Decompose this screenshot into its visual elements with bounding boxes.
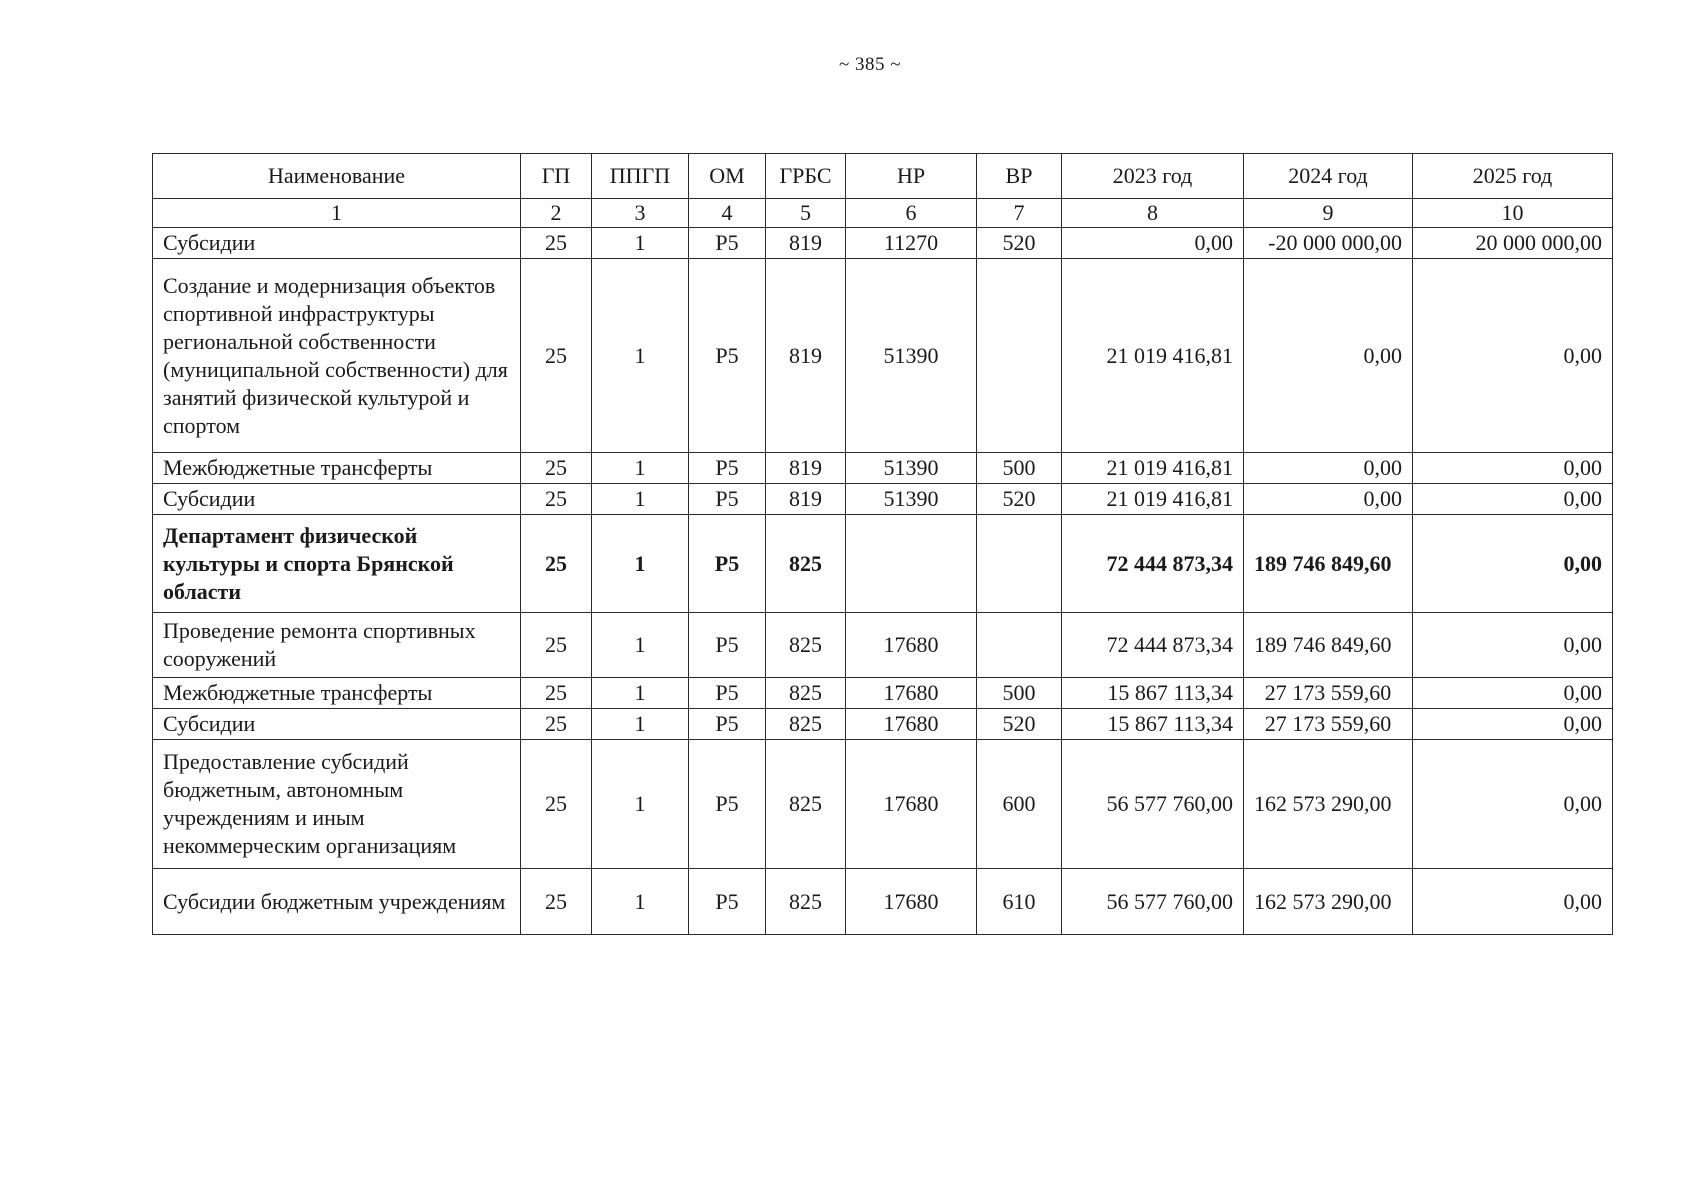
cell-grbs: 819 [766,228,846,259]
cell-2025: 0,00 [1413,869,1613,935]
column-number: 3 [592,199,689,228]
cell-om: Р5 [689,740,766,869]
cell-gp: 25 [521,709,592,740]
cell-gp: 25 [521,484,592,515]
cell-nr: 17680 [846,869,977,935]
cell-2025: 0,00 [1413,259,1613,453]
cell-grbs: 819 [766,453,846,484]
cell-om: Р5 [689,228,766,259]
cell-grbs: 825 [766,515,846,613]
cell-nr: 51390 [846,453,977,484]
cell-gp: 25 [521,678,592,709]
cell-ppgp: 1 [592,259,689,453]
cell-2023: 21 019 416,81 [1062,259,1244,453]
cell-vr: 500 [977,453,1062,484]
cell-grbs: 825 [766,869,846,935]
cell-vr: 520 [977,709,1062,740]
column-number: 4 [689,199,766,228]
cell-nr: 17680 [846,678,977,709]
header-2025: 2025 год [1413,154,1613,199]
table-row [153,678,1613,709]
cell-name: Предоставление субсидий бюджетным, автономным учреждениям и иным некоммерческим организациям [153,740,521,869]
cell-name: Создание и модернизация объектов спортивной инфраструктуры региональной собственности (муниципальной собственности) для занятий физической культурой и спортом [153,259,521,453]
cell-2023: 21 019 416,81 [1062,453,1244,484]
cell-2024: 27 173 559,60 [1244,709,1413,740]
cell-2025: 0,00 [1413,678,1613,709]
cell-om: Р5 [689,709,766,740]
cell-name: Департамент физической культуры и спорта Брянской области [153,515,521,613]
column-number: 5 [766,199,846,228]
cell-om: Р5 [689,613,766,678]
cell-ppgp: 1 [592,515,689,613]
cell-2023: 56 577 760,00 [1062,869,1244,935]
cell-ppgp: 1 [592,453,689,484]
cell-nr: 17680 [846,740,977,869]
table-row [153,515,1613,613]
cell-vr: 520 [977,228,1062,259]
cell-vr: 610 [977,869,1062,935]
cell-name: Субсидии [153,484,521,515]
cell-ppgp: 1 [592,484,689,515]
cell-ppgp: 1 [592,869,689,935]
cell-vr: 500 [977,678,1062,709]
header-name: Наименование [153,154,521,199]
cell-grbs: 825 [766,678,846,709]
cell-name: Межбюджетные трансферты [153,678,521,709]
column-number: 10 [1413,199,1613,228]
cell-vr [977,259,1062,453]
header-grbs: ГРБС [766,154,846,199]
header-ppgp: ППГП [592,154,689,199]
cell-2025: 0,00 [1413,484,1613,515]
cell-2025: 20 000 000,00 [1413,228,1613,259]
cell-2024: 162 573 290,00 [1244,740,1413,869]
cell-gp: 25 [521,613,592,678]
cell-2025: 0,00 [1413,613,1613,678]
cell-2025: 0,00 [1413,740,1613,869]
cell-gp: 25 [521,453,592,484]
header-vr: ВР [977,154,1062,199]
cell-2024: 0,00 [1244,259,1413,453]
cell-2023: 15 867 113,34 [1062,709,1244,740]
cell-2023: 21 019 416,81 [1062,484,1244,515]
cell-2024: 0,00 [1244,453,1413,484]
cell-grbs: 819 [766,484,846,515]
cell-nr: 11270 [846,228,977,259]
cell-vr: 600 [977,740,1062,869]
cell-om: Р5 [689,678,766,709]
cell-gp: 25 [521,869,592,935]
cell-2024: 27 173 559,60 [1244,678,1413,709]
cell-2023: 56 577 760,00 [1062,740,1244,869]
cell-om: Р5 [689,453,766,484]
cell-2023: 72 444 873,34 [1062,613,1244,678]
cell-2025: 0,00 [1413,709,1613,740]
table-row [153,869,1613,935]
cell-gp: 25 [521,740,592,869]
header-2023: 2023 год [1062,154,1244,199]
header-2024: 2024 год [1244,154,1413,199]
cell-nr: 51390 [846,484,977,515]
table-row [153,709,1613,740]
table-row [153,259,1613,453]
cell-grbs: 819 [766,259,846,453]
cell-ppgp: 1 [592,709,689,740]
cell-2025: 0,00 [1413,453,1613,484]
cell-gp: 25 [521,228,592,259]
cell-nr: 17680 [846,613,977,678]
cell-ppgp: 1 [592,678,689,709]
cell-2024: 162 573 290,00 [1244,869,1413,935]
cell-vr [977,613,1062,678]
table-header-row [153,154,1613,199]
cell-name: Субсидии [153,228,521,259]
table-row [153,453,1613,484]
cell-ppgp: 1 [592,613,689,678]
cell-name: Межбюджетные трансферты [153,453,521,484]
cell-grbs: 825 [766,740,846,869]
column-number: 6 [846,199,977,228]
column-number-row [153,199,1613,228]
cell-grbs: 825 [766,709,846,740]
cell-name: Субсидии бюджетным учреждениям [153,869,521,935]
cell-2025: 0,00 [1413,515,1613,613]
column-number: 2 [521,199,592,228]
cell-grbs: 825 [766,613,846,678]
cell-2023: 0,00 [1062,228,1244,259]
column-number: 1 [153,199,521,228]
cell-om: Р5 [689,259,766,453]
cell-gp: 25 [521,515,592,613]
cell-om: Р5 [689,869,766,935]
header-nr: НР [846,154,977,199]
cell-2024: 189 746 849,60 [1244,613,1413,678]
header-gp: ГП [521,154,592,199]
cell-2023: 72 444 873,34 [1062,515,1244,613]
cell-nr: 17680 [846,709,977,740]
cell-name: Проведение ремонта спортивных сооружений [153,613,521,678]
table-row [153,740,1613,869]
column-number: 7 [977,199,1062,228]
table-row [153,228,1613,259]
cell-ppgp: 1 [592,740,689,869]
cell-vr: 520 [977,484,1062,515]
column-number: 8 [1062,199,1244,228]
cell-2024: 189 746 849,60 [1244,515,1413,613]
cell-nr [846,515,977,613]
header-om: ОМ [689,154,766,199]
cell-2024: 0,00 [1244,484,1413,515]
budget-table [152,153,1613,935]
cell-vr [977,515,1062,613]
table-row [153,484,1613,515]
table-row [153,613,1613,678]
cell-om: Р5 [689,515,766,613]
cell-name: Субсидии [153,709,521,740]
cell-om: Р5 [689,484,766,515]
cell-nr: 51390 [846,259,977,453]
page-number: ~ 385 ~ [838,54,902,75]
cell-2023: 15 867 113,34 [1062,678,1244,709]
cell-gp: 25 [521,259,592,453]
cell-2024: -20 000 000,00 [1244,228,1413,259]
cell-ppgp: 1 [592,228,689,259]
column-number: 9 [1244,199,1413,228]
